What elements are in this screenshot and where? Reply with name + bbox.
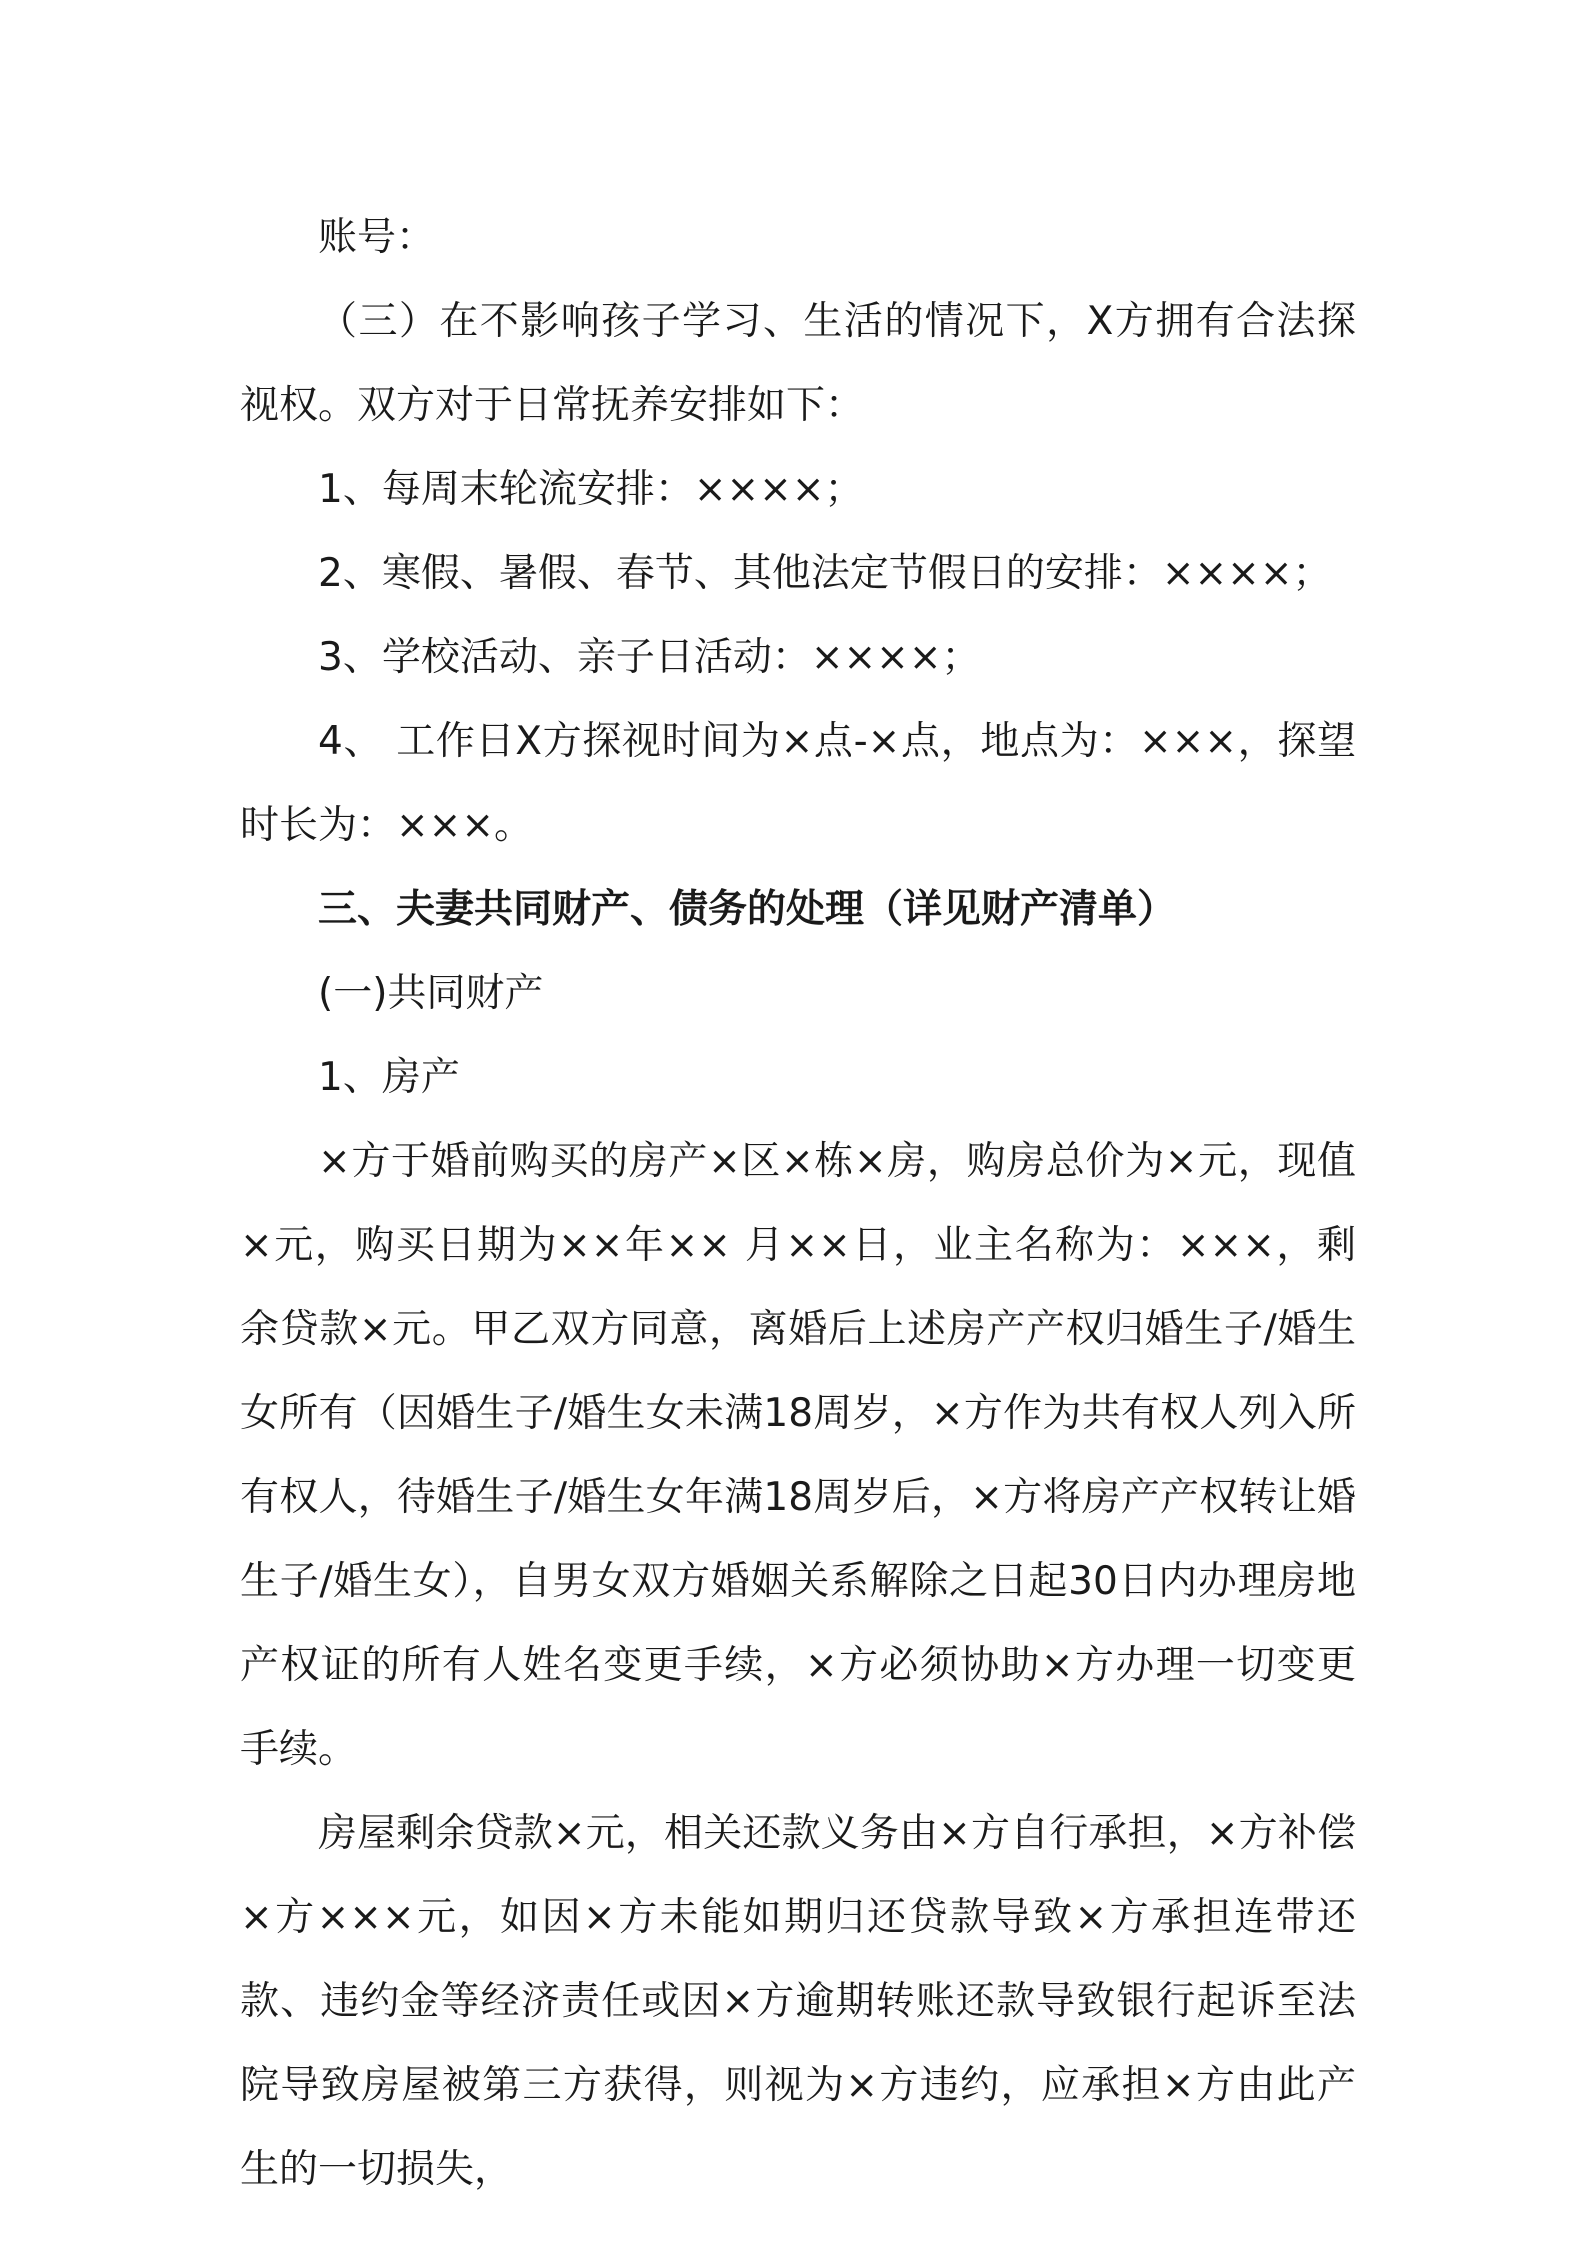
arrangement-item-1: 1、每周末轮流安排：××××； [318, 467, 864, 512]
subsection-heading-common-property: (一)共同财产 [318, 971, 544, 1016]
arrangement-item-2: 2、寒假、暑假、春节、其他法定节假日的安排：××××； [318, 551, 1332, 596]
mortgage-paragraph: 房屋剩余贷款×元，相关还款义务由×方自行承担，×方补偿×方×××元，如因×方未能如期归还贷款导致×方承担连带还款、违约金等经济责任或因×方逾期转账还款导致银行起诉至法院导致房屋被第三方获得，则视为×方违约，应承担×方由此产生的一切损失， [240, 1811, 1356, 2192]
document-body [240, 196, 1356, 2212]
arrangement-item-4: 4、 工作日X方探视时间为×点-×点，地点为：×××，探望时长为：×××。 [240, 719, 1356, 848]
item-heading-real-estate: 1、房产 [318, 1055, 460, 1100]
arrangement-item-3: 3、学校活动、亲子日活动：××××； [318, 635, 981, 680]
real-estate-paragraph: ×方于婚前购买的房产×区×栋×房，购房总价为×元，现值×元，购买日期为××年×× 月××日，业主名称为：×××，剩余贷款×元。甲乙双方同意，离婚后上述房产产权归婚生子/婚生女所有（因婚生子/婚生女未满18周岁，×方作为共有权人列入所有权人，待婚生子/婚生女年满18周岁后，×方将房产产权转让婚生子/婚生女），自男女双方婚姻关系解除之日起30日内办理房地产权证的所有人姓名变更手续，×方必须协助×方办理一切变更手续。 [240, 1139, 1356, 1772]
section-heading-property: 三、夫妻共同财产、债务的处理（详见财产清单） [318, 887, 1177, 932]
visitation-rights-paragraph: （三）在不影响孩子学习、生活的情况下，X方拥有合法探视权。双方对于日常抚养安排如下： [240, 299, 1356, 428]
account-line: 账号： [318, 215, 436, 260]
